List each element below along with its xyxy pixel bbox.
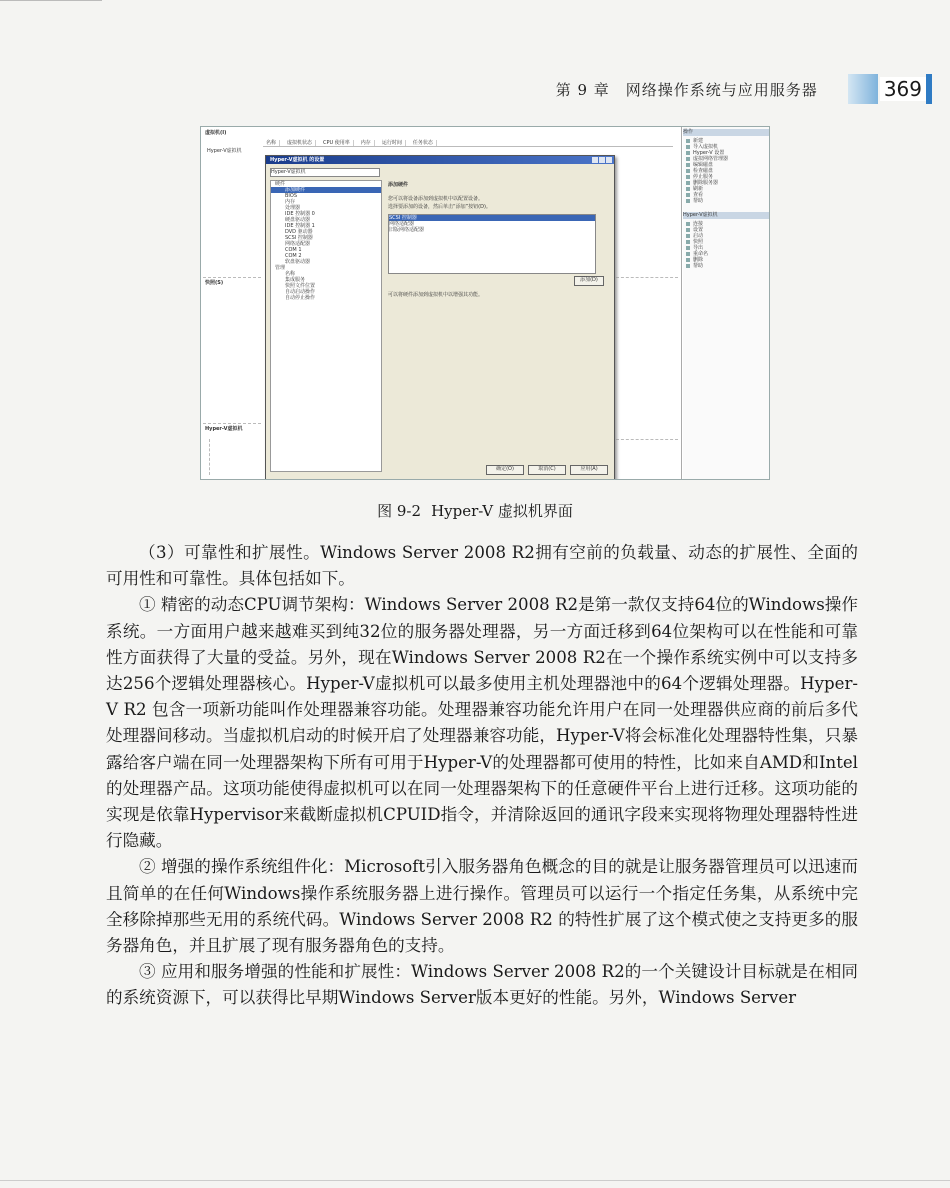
vm-section-title: 虚拟机(I) xyxy=(205,130,227,136)
vm-selector[interactable]: Hyper-V虚拟机 xyxy=(270,168,380,177)
figure-caption xyxy=(0,500,950,521)
tree-item[interactable]: IDE 控制器 0 xyxy=(285,211,315,217)
device-option[interactable]: SCSI 控制器 xyxy=(389,215,595,221)
vm-list-item[interactable]: Hyper-V虚拟机 xyxy=(207,148,242,154)
col-task[interactable]: 任务状态 xyxy=(410,140,437,146)
vm-column-headers xyxy=(263,140,673,147)
tree-group-management[interactable]: 管理 xyxy=(275,265,286,271)
chapter-title: 第 9 章 网络操作系统与应用服务器 xyxy=(555,80,818,99)
device-option[interactable]: 网络适配器 xyxy=(389,221,415,227)
action-item[interactable]: 删除服务器 xyxy=(683,180,769,186)
vm-action-item[interactable]: 删除 xyxy=(683,257,769,263)
close-icon[interactable] xyxy=(606,157,612,163)
vm-action-item[interactable]: 重命名 xyxy=(683,251,769,257)
dialog-note: 可以将硬件添加到虚拟机中以增强其功能。 xyxy=(388,292,484,298)
ok-button[interactable]: 确定(O) xyxy=(486,465,524,475)
divider xyxy=(209,439,210,475)
hyperv-manager-main xyxy=(201,127,682,479)
minimize-icon[interactable] xyxy=(592,157,598,163)
tree-item[interactable]: 添加硬件 xyxy=(271,187,381,193)
divider xyxy=(203,423,261,424)
caption-number: 图 9-2 xyxy=(377,502,422,520)
tree-group-hardware[interactable]: 硬件 xyxy=(275,181,286,187)
action-item[interactable]: 帮助 xyxy=(683,198,769,204)
paragraph: ① 精密的动态CPU调节架构：Windows Server 2008 R2是第一款仅支持64位的Windows操作系统。一方面用户越来越难买到纯32位的服务器处理器，另一方面迁移到64位架构可以在性能和可靠性方面获得了大量的受益。另外，现在Windows Server 2008 R2在一个操作系统实例中可以支持多达256个逻辑处理器核心。Hyper-V虚拟机可以最多使用主机处理器池中的64个逻辑处理器。Hyper-V R2 包含一项新功能叫作处理器兼容功能。处理器兼容功能允许用户在同一处理器供应商的前后多代处理器间移动。当虚拟机启动的时候开启了处理器兼容功能，Hyper-V将会标准化处理器特性集，只暴露给客户端在同一处理器架构下所有可用于Hyper-V的处理器都可使用的特性，比如来自AMD和Intel的处理器产品。这项功能使得虚拟机可以在同一处理器架构下的任意硬件平台上进行迁移。这项功能的实现是依靠Hypervisor来截断虚拟机CPUID指令，并清除返回的通讯字段来实现将物理处理器特性进行隐藏。 xyxy=(106,595,858,851)
tree-item[interactable]: 内存 xyxy=(285,199,296,205)
vm-action-item[interactable]: 帮助 xyxy=(683,263,769,269)
apply-button[interactable]: 应用(A) xyxy=(570,465,608,475)
dialog-buttons xyxy=(486,465,608,475)
bottom-rule xyxy=(0,1180,950,1181)
settings-tree xyxy=(270,180,382,472)
vm-action-item[interactable]: 导出 xyxy=(683,245,769,251)
action-item[interactable]: Hyper-V 设置 xyxy=(683,150,769,156)
device-list xyxy=(388,214,596,274)
header-bar xyxy=(926,74,932,104)
divider xyxy=(616,277,678,278)
caption-text: Hyper-V 虚拟机界面 xyxy=(431,502,573,520)
tree-item[interactable]: SCSI 控制器 xyxy=(285,235,313,241)
vm-action-item[interactable]: 设置 xyxy=(683,227,769,233)
add-button[interactable]: 添加(D) xyxy=(574,276,604,286)
actions-title: 操作 xyxy=(683,129,769,136)
divider xyxy=(616,439,678,440)
tree-item[interactable]: 软盘驱动器 xyxy=(285,259,311,265)
cancel-button[interactable]: 取消(C) xyxy=(528,465,566,475)
tree-item[interactable]: BIOS xyxy=(285,193,298,199)
vm-settings-dialog xyxy=(265,155,615,480)
tree-item[interactable]: 名称 xyxy=(285,271,296,277)
tree-item[interactable]: 自动停止操作 xyxy=(285,295,316,301)
maximize-icon[interactable] xyxy=(599,157,605,163)
tree-item[interactable]: 网络适配器 xyxy=(285,241,311,247)
hyperv-screenshot xyxy=(200,126,770,480)
top-rule xyxy=(0,0,102,1)
tree-item[interactable]: 自动启动操作 xyxy=(285,289,316,295)
action-item[interactable]: 新建 xyxy=(683,138,769,144)
paragraph: ② 增强的操作系统组件化：Microsoft引入服务器角色概念的目的就是让服务器管理员可以迅速而且简单的在任何Windows操作系统服务器上进行操作。管理员可以运行一个指定任务集，从系统中完全移除掉那些无用的系统代码。Windows Server 2008 R2 的特性扩展了这个模式使之支持更多的服务器角色，并且扩展了现有服务器角色的支持。 xyxy=(106,857,858,956)
vm-action-item[interactable]: 快照 xyxy=(683,239,769,245)
vm-action-item[interactable]: 连接 xyxy=(683,221,769,227)
tree-item[interactable]: DVD 驱动器 xyxy=(285,229,313,235)
paragraph: ③ 应用和服务增强的性能和扩展性：Windows Server 2008 R2的一个关键设计目标就是在相同的系统资源下，可以获得比早期Windows Server版本更好的性能。另外，Windows Server xyxy=(106,962,858,1008)
vm-actions-title: Hyper-V虚拟机 xyxy=(683,212,769,219)
tree-item[interactable]: COM 2 xyxy=(285,253,302,259)
actions-pane xyxy=(683,127,769,479)
pane-title: 添加硬件 xyxy=(388,182,409,188)
tree-item[interactable]: 硬盘驱动器 xyxy=(285,217,311,223)
col-uptime[interactable]: 运行时间 xyxy=(379,140,406,146)
tree-item[interactable]: 集成服务 xyxy=(285,277,306,283)
action-item[interactable]: 刷新 xyxy=(683,186,769,192)
divider xyxy=(203,277,261,278)
action-item[interactable]: 检查磁盘 xyxy=(683,168,769,174)
tree-item[interactable]: 快照文件位置 xyxy=(285,283,316,289)
action-item[interactable]: 编辑磁盘 xyxy=(683,162,769,168)
paragraph: （3）可靠性和扩展性。Windows Server 2008 R2拥有空前的负载量、动态的扩展性、全面的可用性和可靠性。具体包括如下。 xyxy=(106,543,858,589)
col-state[interactable]: 虚拟机状态 xyxy=(284,140,316,146)
details-title: Hyper-V虚拟机 xyxy=(205,426,243,432)
action-item[interactable]: 停止服务 xyxy=(683,174,769,180)
action-item[interactable]: 查看 xyxy=(683,192,769,198)
pane-description: 您可以将设备添加到虚拟机中以配置设备。 xyxy=(388,196,484,202)
action-item[interactable]: 导入虚拟机 xyxy=(683,144,769,150)
pane-prompt: 选择要添加的设备，然后单击“添加”按钮(D)。 xyxy=(388,204,491,210)
running-header xyxy=(556,73,932,105)
tree-item[interactable]: IDE 控制器 1 xyxy=(285,223,315,229)
col-memory[interactable]: 内存 xyxy=(358,140,375,146)
dialog-title: Hyper-V虚拟机 的设置 xyxy=(270,157,325,163)
window-controls xyxy=(592,157,612,163)
vm-action-item[interactable]: 启动 xyxy=(683,233,769,239)
tree-item[interactable]: COM 1 xyxy=(285,247,302,253)
header-tab xyxy=(848,74,878,104)
body-text xyxy=(106,540,858,1012)
tree-item[interactable]: 处理器 xyxy=(285,205,301,211)
device-option[interactable]: 旧版网络适配器 xyxy=(389,227,425,233)
add-hardware-pane xyxy=(384,180,608,470)
col-cpu[interactable]: CPU 使用率 xyxy=(320,140,354,146)
action-item[interactable]: 虚拟网络管理器 xyxy=(683,156,769,162)
snapshots-title: 快照(S) xyxy=(205,280,224,286)
col-name[interactable]: 名称 xyxy=(263,140,280,146)
page-number: 369 xyxy=(880,77,926,101)
dialog-title-bar xyxy=(266,156,614,164)
